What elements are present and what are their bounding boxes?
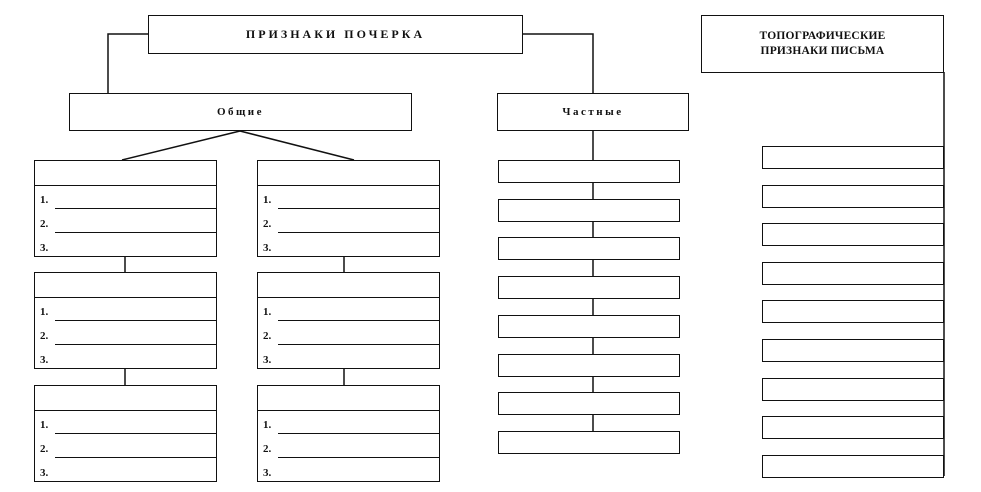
topographic-feature-slot: [762, 339, 944, 362]
feature-row-number: 1.: [40, 419, 49, 431]
main-title: ПРИЗНАКИ ПОЧЕРКА: [245, 27, 426, 41]
topographic-feature-slot: [762, 185, 944, 208]
feature-row-number: 3.: [40, 354, 49, 366]
main-title-box: [148, 15, 523, 54]
particular-feature-slot: [498, 431, 680, 454]
feature-row: [35, 209, 216, 233]
feature-row: [35, 434, 216, 458]
feature-row-number: 1.: [263, 194, 272, 206]
general-feature-box: [34, 385, 217, 482]
feature-box-header: [35, 386, 216, 411]
feature-row-number: 2.: [40, 443, 49, 455]
feature-box-header: [258, 386, 439, 411]
topographic-feature-slot: [762, 300, 944, 323]
feature-row-number: 3.: [40, 467, 49, 479]
feature-row: [258, 458, 439, 482]
feature-row: [35, 185, 216, 209]
feature-row-number: 2.: [263, 443, 272, 455]
feature-row: [258, 345, 439, 369]
topographic-feature-slot: [762, 416, 944, 439]
particular-feature-slot: [498, 199, 680, 222]
particular-feature-slot: [498, 315, 680, 338]
particular-feature-slot: [498, 276, 680, 299]
feature-row: [258, 209, 439, 233]
feature-row-number: 3.: [263, 467, 272, 479]
feature-row-number: 3.: [263, 354, 272, 366]
topo-title-box: [701, 15, 944, 73]
topographic-feature-slot: [762, 146, 944, 169]
feature-row-number: 2.: [40, 218, 49, 230]
topographic-feature-slot: [762, 378, 944, 401]
feature-box-header: [258, 273, 439, 298]
feature-row: [258, 321, 439, 345]
topo-title-line-1: ТОПОГРАФИЧЕСКИЕ: [759, 30, 886, 42]
general-feature-box: [257, 272, 440, 369]
feature-box-header: [258, 161, 439, 186]
feature-row-number: 1.: [40, 306, 49, 318]
feature-row-number: 2.: [40, 330, 49, 342]
topographic-feature-slot: [762, 262, 944, 285]
topographic-feature-slot: [762, 455, 944, 478]
particular-feature-slot: [498, 237, 680, 260]
feature-row: [35, 297, 216, 321]
connector-general-right: [240, 131, 354, 160]
feature-row: [258, 185, 439, 209]
connector-general-left: [122, 131, 240, 160]
particular-feature-slot: [498, 354, 680, 377]
topo-title-line-2: ПРИЗНАКИ ПИСЬМА: [760, 45, 885, 57]
feature-row-number: 3.: [263, 242, 272, 254]
particular-box: [497, 93, 689, 131]
feature-row-number: 3.: [40, 242, 49, 254]
topographic-feature-slot: [762, 223, 944, 246]
feature-row: [258, 410, 439, 434]
general-feature-box: [257, 385, 440, 482]
feature-row-number: 1.: [263, 306, 272, 318]
feature-row: [258, 297, 439, 321]
feature-row: [35, 410, 216, 434]
feature-row-number: 1.: [263, 419, 272, 431]
feature-box-header: [35, 273, 216, 298]
general-box: [69, 93, 412, 131]
feature-row-number: 2.: [263, 330, 272, 342]
connector-main-general: [108, 34, 148, 93]
feature-box-header: [35, 161, 216, 186]
general-feature-box: [34, 160, 217, 257]
general-feature-box: [34, 272, 217, 369]
feature-row: [35, 345, 216, 369]
general-label: Общие: [216, 106, 265, 118]
feature-row: [35, 458, 216, 482]
feature-row: [35, 233, 216, 257]
feature-row-number: 1.: [40, 194, 49, 206]
particular-label: Частные: [562, 106, 624, 118]
feature-row-number: 2.: [263, 218, 272, 230]
particular-feature-slot: [498, 392, 680, 415]
general-feature-box: [257, 160, 440, 257]
feature-row: [258, 233, 439, 257]
connector-main-particular: [522, 34, 593, 93]
feature-row: [258, 434, 439, 458]
feature-row: [35, 321, 216, 345]
particular-feature-slot: [498, 160, 680, 183]
